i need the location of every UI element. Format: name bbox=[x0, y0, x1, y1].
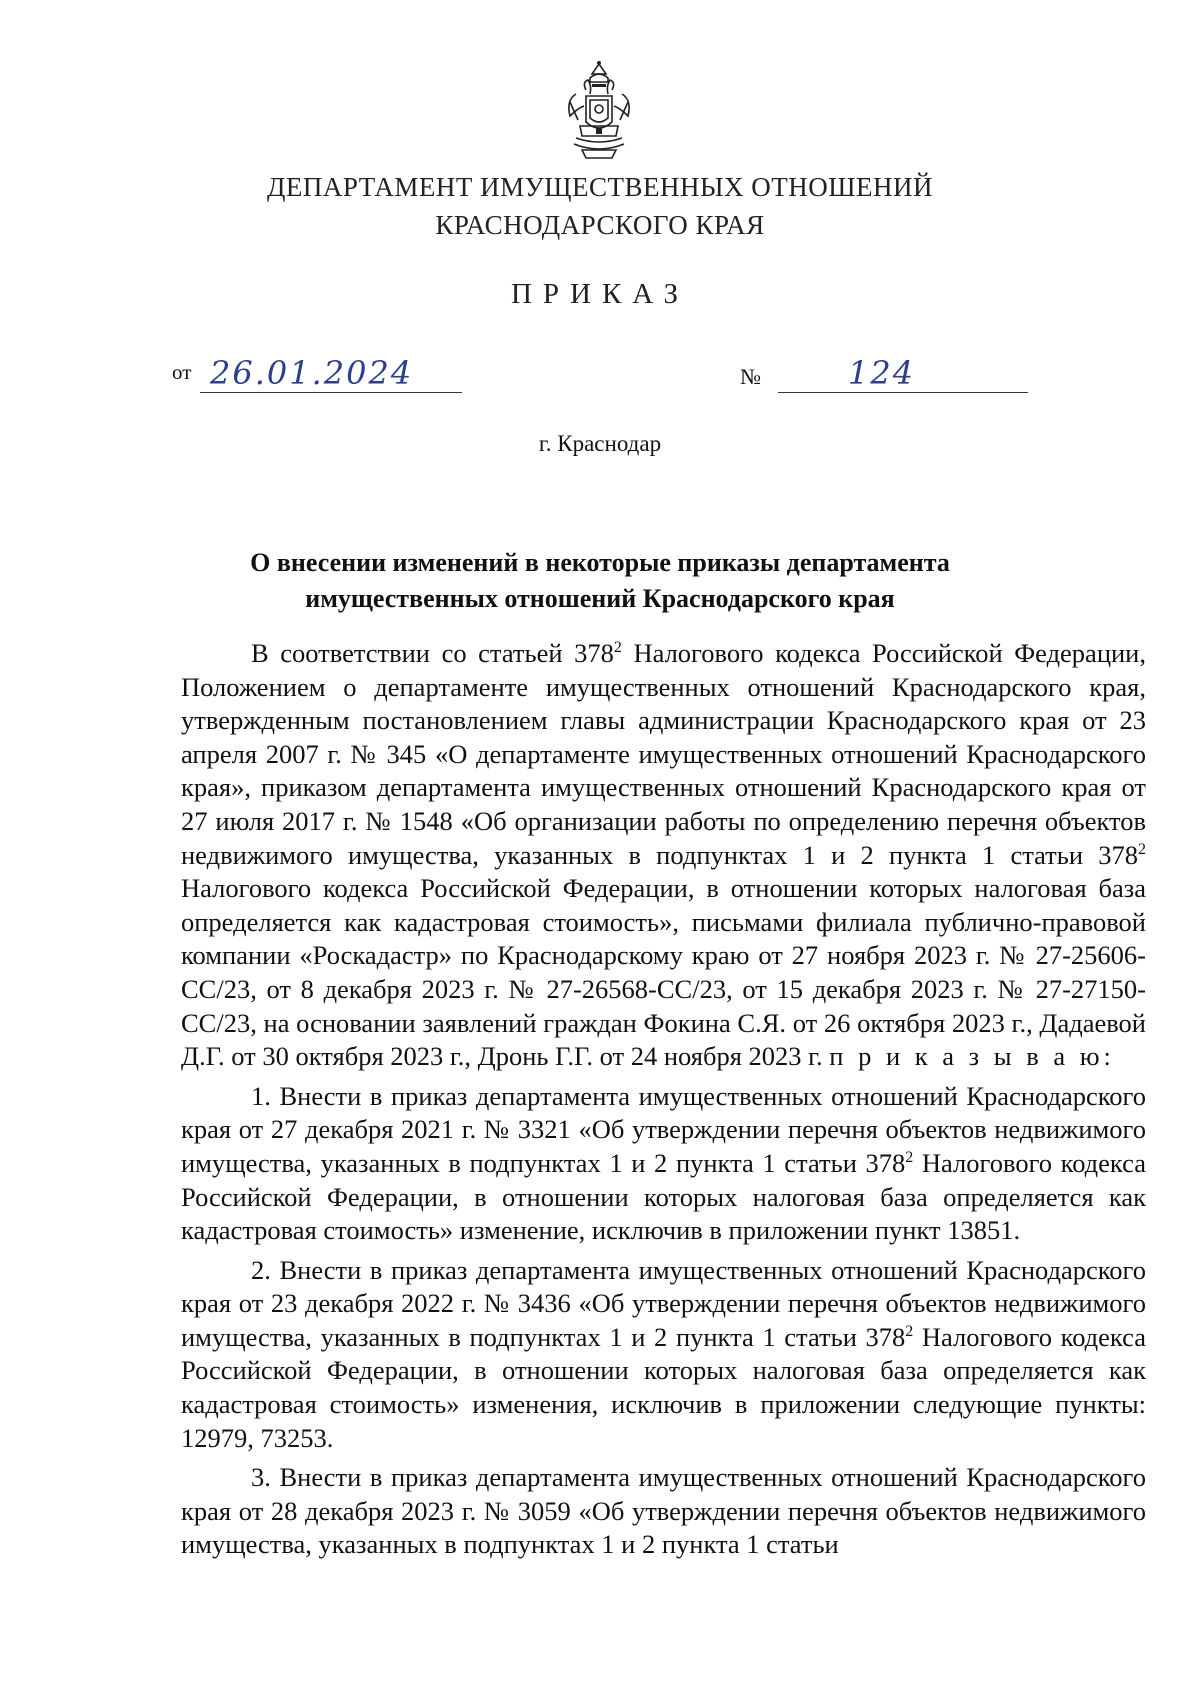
superscript: 2 bbox=[905, 1323, 914, 1341]
subject-line-2: имущественных отношений Краснодарского края bbox=[305, 584, 895, 613]
superscript: 2 bbox=[905, 1149, 914, 1167]
subject-line-1: О внесении изменений в некоторые приказы департамента bbox=[250, 548, 950, 577]
city: г. Краснодар bbox=[538, 431, 662, 456]
preamble-paragraph bbox=[181, 637, 1146, 1074]
number-label: № bbox=[740, 364, 761, 389]
item-1-paragraph bbox=[181, 1080, 1146, 1248]
item-1-text-2: Налогового кодекса Российской Федерации, в отношении которых налоговая база определяется как кадастровая стоимость» изменение, исключив в приложении пункт 13851. bbox=[181, 1147, 1146, 1246]
preamble-text-2: Налогового кодекса Российской Федерации, Положением о департаменте имущественных отношений Краснодарского края, утвержденным постановлением главы администрации Краснодарского края от 23 апреля 2007 г. № 345 «О департаменте имущественных отношений Краснодарского края», приказом департамента имущественных отношений Краснодарского края от 27 июля 2017 г. № 1548 «Об организации работы по определению перечня объектов недвижимого имущества, указанных в подпунктах 1 и 2 пункта 1 статьи 378 bbox=[181, 638, 1146, 870]
number-field bbox=[778, 354, 1028, 393]
document-subject bbox=[0, 545, 1200, 617]
item-2-text-2: Налогового кодекса Российской Федерации, в отношении которых налоговая база определяется как кадастровая стоимость» изменения, исключив в приложении следующие пункты: 12979, 73253. bbox=[181, 1321, 1146, 1453]
item-2-text-1: 2. Внести в приказ департамента имущественных отношений Краснодарского края от 23 декабря 2022 г. № 3436 «Об утверждении перечня объектов недвижимого имущества, указанных в подпунктах 1 и 2 пункта 1 статьи 378 bbox=[181, 1254, 1146, 1352]
coat-of-arms-icon bbox=[562, 60, 636, 162]
date-field bbox=[200, 354, 462, 393]
preamble-text-1: В соответствии со статьей 378 bbox=[251, 638, 614, 668]
date-label bbox=[172, 360, 191, 385]
item-3-paragraph bbox=[181, 1461, 1146, 1562]
item-2-paragraph bbox=[181, 1254, 1146, 1456]
document-body bbox=[181, 637, 1146, 1562]
superscript: 2 bbox=[1138, 840, 1146, 858]
preamble-text-3: Налогового кодекса Российской Федерации, в отношении которых налоговая база определяется как кадастровая стоимость», письмами филиала публично-правовой компании «Роскадастр» по Краснодарскому краю от 27 ноября 2023 г. № 27-25606-СС/23, от 8 декабря 2023 г. № 27-26568-СС/23, от 15 декабря 2023 г. № 27-27150-СС/23, на основании заявлений граждан Фокина С.Я. от 26 октября 2023 г., Дадаевой Д.Г. от 30 октября 2023 г., Дронь Г.Г. от 24 ноября 2023 г. bbox=[181, 873, 1146, 1072]
handwritten-date: 26.01.2024 bbox=[210, 354, 414, 392]
handwritten-number: 124 bbox=[848, 354, 916, 392]
department-name-line-1: ДЕПАРТАМЕНТ ИМУЩЕСТВЕННЫХ ОТНОШЕНИЙ bbox=[266, 172, 933, 202]
order-command: п р и к а з ы в а ю: bbox=[829, 1041, 1115, 1072]
date-label-text: от bbox=[172, 360, 192, 384]
department-name-line-2: КРАСНОДАРСКОГО КРАЯ bbox=[435, 210, 765, 240]
item-3-text-1: 3. Внести в приказ департамента имущественных отношений Краснодарского края от 28 декабря 2023 г. № 3059 «Об утверждении перечня объектов недвижимого имущества, указанных в подпунктах 1 и 2 пункта 1 статьи bbox=[181, 1462, 1146, 1560]
superscript: 2 bbox=[613, 639, 622, 657]
document-type-title: ПРИКАЗ bbox=[510, 278, 690, 310]
item-1-text-1: 1. Внести в приказ департамента имущественных отношений Краснодарского края от 27 декабря 2021 г. № 3321 «Об утверждении перечня объектов недвижимого имущества, указанных в подпунктах 1 и 2 пункта 1 статьи 378 bbox=[181, 1080, 1146, 1178]
